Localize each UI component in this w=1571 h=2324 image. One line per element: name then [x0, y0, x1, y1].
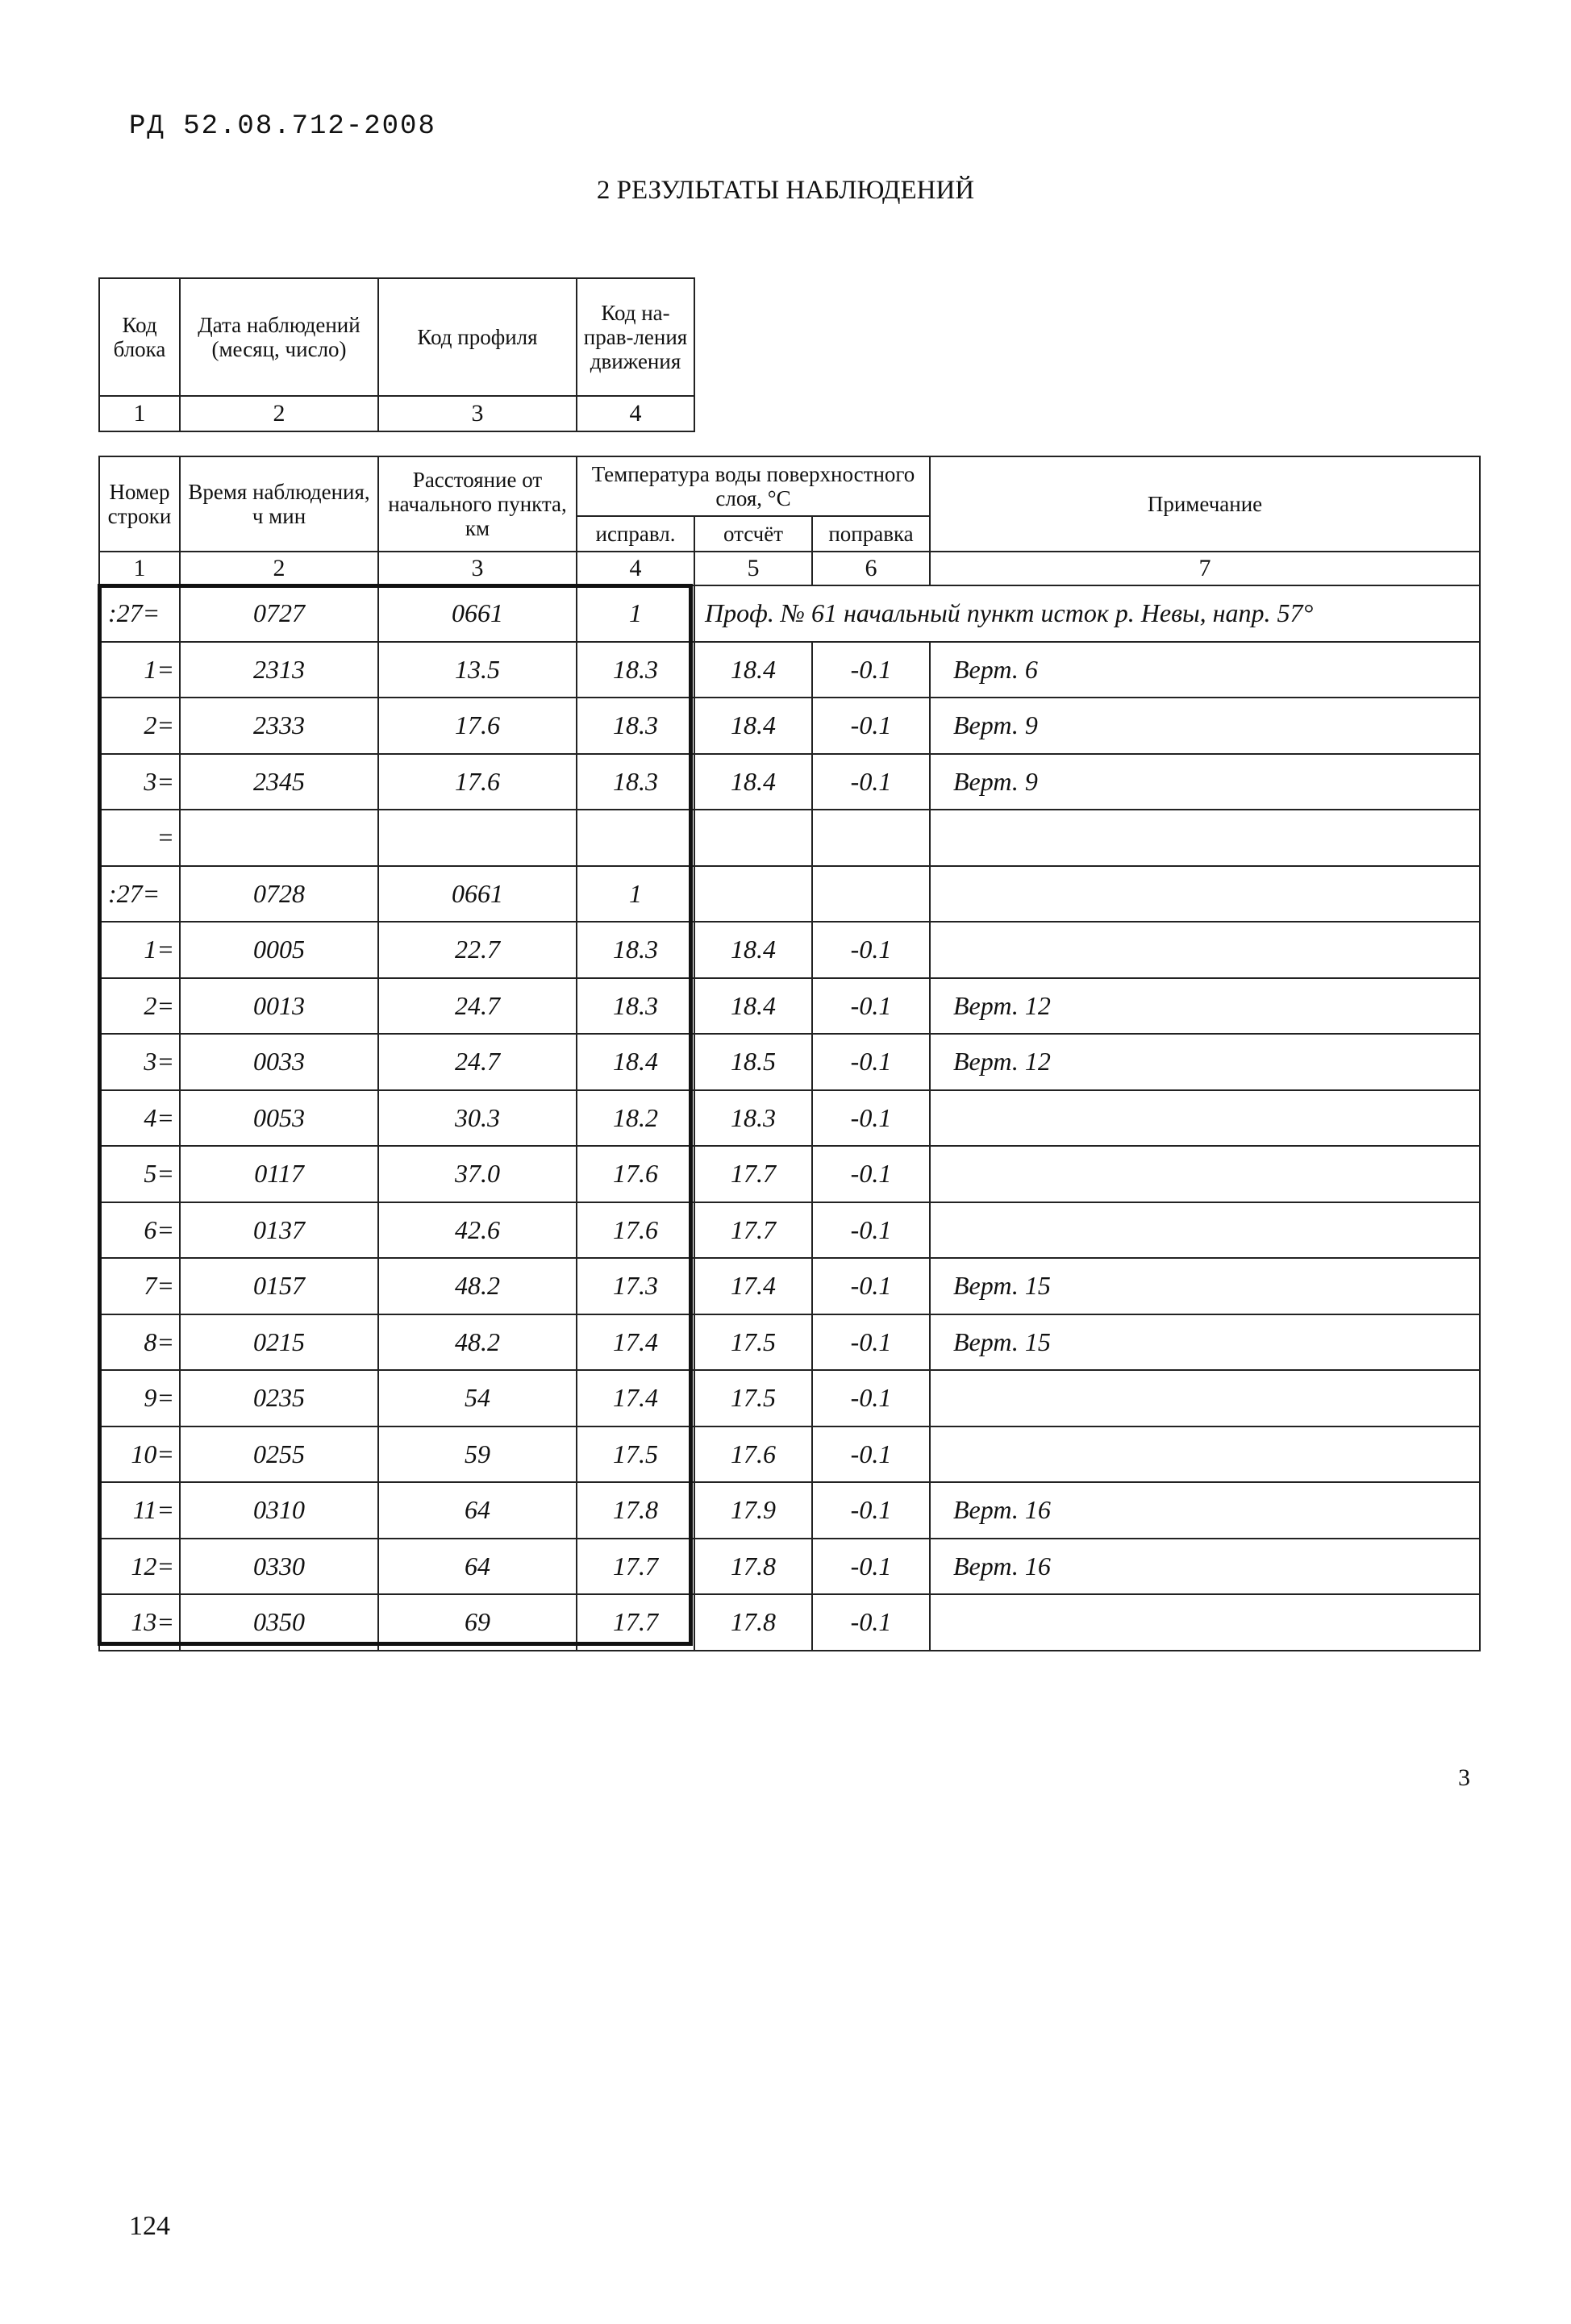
cell-profile-code: 0661 [378, 585, 577, 642]
cell-row-number: 1= [99, 922, 180, 978]
table-row [99, 642, 1480, 698]
table-row [99, 1482, 1480, 1539]
cell-correction: -0.1 [812, 1258, 930, 1314]
cell-distance: 13.5 [378, 642, 577, 698]
cell-distance: 48.2 [378, 1314, 577, 1371]
table-row [99, 698, 1480, 754]
cell-correction: -0.1 [812, 1146, 930, 1202]
cell-distance: 54 [378, 1370, 577, 1426]
cell-correction: -0.1 [812, 642, 930, 698]
cell-date: 0727 [180, 585, 378, 642]
cell-time: 0215 [180, 1314, 378, 1371]
column-number: 3 [378, 552, 577, 585]
cell-empty [180, 810, 378, 866]
cell-note [930, 1594, 1480, 1651]
cell-reading: 17.6 [694, 1426, 812, 1483]
section-title: 2 РЕЗУЛЬТАТЫ НАБЛЮДЕНИЙ [596, 176, 975, 205]
cell-reading: 18.4 [694, 922, 812, 978]
cell-reading: 18.4 [694, 978, 812, 1035]
cell-reading: 18.4 [694, 698, 812, 754]
header-code-table [98, 277, 695, 432]
cell-reading: 18.4 [694, 642, 812, 698]
cell-time: 0033 [180, 1034, 378, 1090]
cell-corrected: 17.4 [577, 1370, 694, 1426]
cell-profile-code: 0661 [378, 866, 577, 923]
column-number: 3 [378, 396, 577, 431]
cell-note: Верт. 6 [930, 642, 1480, 698]
cell-time: 0013 [180, 978, 378, 1035]
header-note: Примечание [930, 456, 1480, 552]
table-row [99, 1202, 1480, 1259]
cell-reading: 18.3 [694, 1090, 812, 1147]
column-number: 4 [577, 396, 694, 431]
cell-note: Верт. 12 [930, 978, 1480, 1035]
cell-time: 0255 [180, 1426, 378, 1483]
observation-results-table [98, 456, 1481, 1651]
cell-corrected: 17.6 [577, 1202, 694, 1259]
cell-distance: 64 [378, 1482, 577, 1539]
table-row [99, 1258, 1480, 1314]
cell-corrected: 18.3 [577, 754, 694, 810]
cell-reading: 17.7 [694, 1146, 812, 1202]
table-row [99, 1370, 1480, 1426]
cell-row-number: 11= [99, 1482, 180, 1539]
cell-empty [930, 810, 1480, 866]
cell-distance: 22.7 [378, 922, 577, 978]
cell-row-number: 3= [99, 1034, 180, 1090]
header-time: Время наблюдения, ч мин [180, 456, 378, 552]
cell-corrected: 18.3 [577, 978, 694, 1035]
column-number-row [99, 396, 694, 431]
cell-distance: 37.0 [378, 1146, 577, 1202]
cell-correction: -0.1 [812, 978, 930, 1035]
cell-reading: 17.5 [694, 1314, 812, 1371]
cell-direction-code: 1 [577, 866, 694, 923]
page-marker: 3 [1458, 1764, 1470, 1791]
cell-note [930, 1370, 1480, 1426]
cell-reading: 17.8 [694, 1594, 812, 1651]
cell-note: Верт. 16 [930, 1539, 1480, 1595]
cell-correction: -0.1 [812, 1482, 930, 1539]
cell-row-number: 8= [99, 1314, 180, 1371]
header-corrected: исправл. [577, 516, 694, 552]
header-reading: отсчёт [694, 516, 812, 552]
column-number: 6 [812, 552, 930, 585]
cell-row-number: 3= [99, 754, 180, 810]
cell-empty [577, 810, 694, 866]
header-correction: поправка [812, 516, 930, 552]
cell-date: 0728 [180, 866, 378, 923]
column-number: 4 [577, 552, 694, 585]
cell-corrected: 17.7 [577, 1594, 694, 1651]
cell-distance: 30.3 [378, 1090, 577, 1147]
cell-corrected: 18.3 [577, 698, 694, 754]
column-number-row [99, 552, 1480, 585]
header-cell: Код профиля [378, 278, 577, 396]
column-number: 1 [99, 396, 180, 431]
cell-correction: -0.1 [812, 1314, 930, 1371]
cell-corrected: 17.6 [577, 1146, 694, 1202]
cell-corrected: 17.7 [577, 1539, 694, 1595]
cell-note: Верт. 15 [930, 1314, 1480, 1371]
table-row [99, 1034, 1480, 1090]
cell-row-number: 4= [99, 1090, 180, 1147]
cell-empty [694, 810, 812, 866]
cell-row-number: 6= [99, 1202, 180, 1259]
cell-correction: -0.1 [812, 1090, 930, 1147]
cell-time: 2333 [180, 698, 378, 754]
table-header-row [99, 456, 1480, 516]
cell-time: 0330 [180, 1539, 378, 1595]
cell-note [930, 922, 1480, 978]
cell-correction: -0.1 [812, 1594, 930, 1651]
cell-distance: 17.6 [378, 698, 577, 754]
cell-distance: 48.2 [378, 1258, 577, 1314]
cell-profile-note: Проф. № 61 начальный пункт исток р. Невы, напр. 57° [694, 585, 1480, 642]
cell-reading: 17.9 [694, 1482, 812, 1539]
cell-corrected: 17.8 [577, 1482, 694, 1539]
table-header-row [99, 278, 694, 396]
column-number: 1 [99, 552, 180, 585]
cell-corrected: 17.4 [577, 1314, 694, 1371]
cell-correction: -0.1 [812, 1426, 930, 1483]
cell-distance: 17.6 [378, 754, 577, 810]
cell-reading: 18.4 [694, 754, 812, 810]
header-temperature: Температура воды поверхностного слоя, °С [577, 456, 930, 516]
header-cell: Дата наблюдений (месяц, число) [180, 278, 378, 396]
header-row-number: Номер строки [99, 456, 180, 552]
cell-row-number: 1= [99, 642, 180, 698]
cell-note: Верт. 12 [930, 1034, 1480, 1090]
cell-row-number: :27= [99, 585, 180, 642]
cell-distance: 24.7 [378, 1034, 577, 1090]
cell-distance: 59 [378, 1426, 577, 1483]
cell-time: 2345 [180, 754, 378, 810]
cell-corrected: 18.4 [577, 1034, 694, 1090]
column-number: 5 [694, 552, 812, 585]
column-number: 2 [180, 552, 378, 585]
cell-note [930, 1426, 1480, 1483]
cell-empty [812, 866, 930, 923]
cell-direction-code: 1 [577, 585, 694, 642]
cell-row-number: 5= [99, 1146, 180, 1202]
page-number: 124 [129, 2211, 170, 2241]
header-cell: Код блока [99, 278, 180, 396]
table-row [99, 1426, 1480, 1483]
cell-correction: -0.1 [812, 922, 930, 978]
cell-time: 0137 [180, 1202, 378, 1259]
cell-row-number: 2= [99, 978, 180, 1035]
table-row-block-header [99, 866, 1480, 923]
table-row [99, 1146, 1480, 1202]
cell-time: 0310 [180, 1482, 378, 1539]
cell-distance: 69 [378, 1594, 577, 1651]
table-row [99, 1314, 1480, 1371]
cell-note: Верт. 15 [930, 1258, 1480, 1314]
table-row [99, 1539, 1480, 1595]
cell-correction: -0.1 [812, 1370, 930, 1426]
cell-corrected: 17.3 [577, 1258, 694, 1314]
table-row [99, 754, 1480, 810]
cell-reading: 17.8 [694, 1539, 812, 1595]
cell-note: Верт. 16 [930, 1482, 1480, 1539]
cell-time: 2313 [180, 642, 378, 698]
table-row [99, 1594, 1480, 1651]
cell-corrected: 18.3 [577, 922, 694, 978]
cell-correction: -0.1 [812, 754, 930, 810]
cell-correction: -0.1 [812, 1034, 930, 1090]
cell-note: Верт. 9 [930, 698, 1480, 754]
cell-time: 0157 [180, 1258, 378, 1314]
table-row [99, 978, 1480, 1035]
header-cell: Код на-прав-ления движения [577, 278, 694, 396]
cell-note [930, 1202, 1480, 1259]
cell-distance: 64 [378, 1539, 577, 1595]
cell-correction: -0.1 [812, 698, 930, 754]
cell-note: Верт. 9 [930, 754, 1480, 810]
column-number: 2 [180, 396, 378, 431]
table-row-blank [99, 810, 1480, 866]
cell-row-number: :27= [99, 866, 180, 923]
cell-corrected: 18.3 [577, 642, 694, 698]
cell-time: 0117 [180, 1146, 378, 1202]
cell-row-number: 9= [99, 1370, 180, 1426]
cell-empty [930, 866, 1480, 923]
cell-time: 0350 [180, 1594, 378, 1651]
cell-reading: 17.7 [694, 1202, 812, 1259]
cell-row-number: 12= [99, 1539, 180, 1595]
cell-empty [694, 866, 812, 923]
cell-reading: 18.5 [694, 1034, 812, 1090]
cell-time: 0235 [180, 1370, 378, 1426]
cell-correction: -0.1 [812, 1202, 930, 1259]
cell-corrected: 17.5 [577, 1426, 694, 1483]
column-number: 7 [930, 552, 1480, 585]
cell-empty [378, 810, 577, 866]
cell-reading: 17.4 [694, 1258, 812, 1314]
document-code: РД 52.08.712-2008 [129, 111, 436, 142]
cell-distance: 24.7 [378, 978, 577, 1035]
cell-distance: 42.6 [378, 1202, 577, 1259]
cell-row-number: = [99, 810, 180, 866]
cell-corrected: 18.2 [577, 1090, 694, 1147]
cell-row-number: 10= [99, 1426, 180, 1483]
cell-empty [812, 810, 930, 866]
cell-row-number: 13= [99, 1594, 180, 1651]
table-row [99, 922, 1480, 978]
cell-note [930, 1090, 1480, 1147]
cell-time: 0005 [180, 922, 378, 978]
cell-row-number: 7= [99, 1258, 180, 1314]
cell-note [930, 1146, 1480, 1202]
header-distance: Расстояние от начального пункта, км [378, 456, 577, 552]
cell-time: 0053 [180, 1090, 378, 1147]
table-row-block-header [99, 585, 1480, 642]
cell-reading: 17.5 [694, 1370, 812, 1426]
cell-correction: -0.1 [812, 1539, 930, 1595]
cell-row-number: 2= [99, 698, 180, 754]
table-row [99, 1090, 1480, 1147]
